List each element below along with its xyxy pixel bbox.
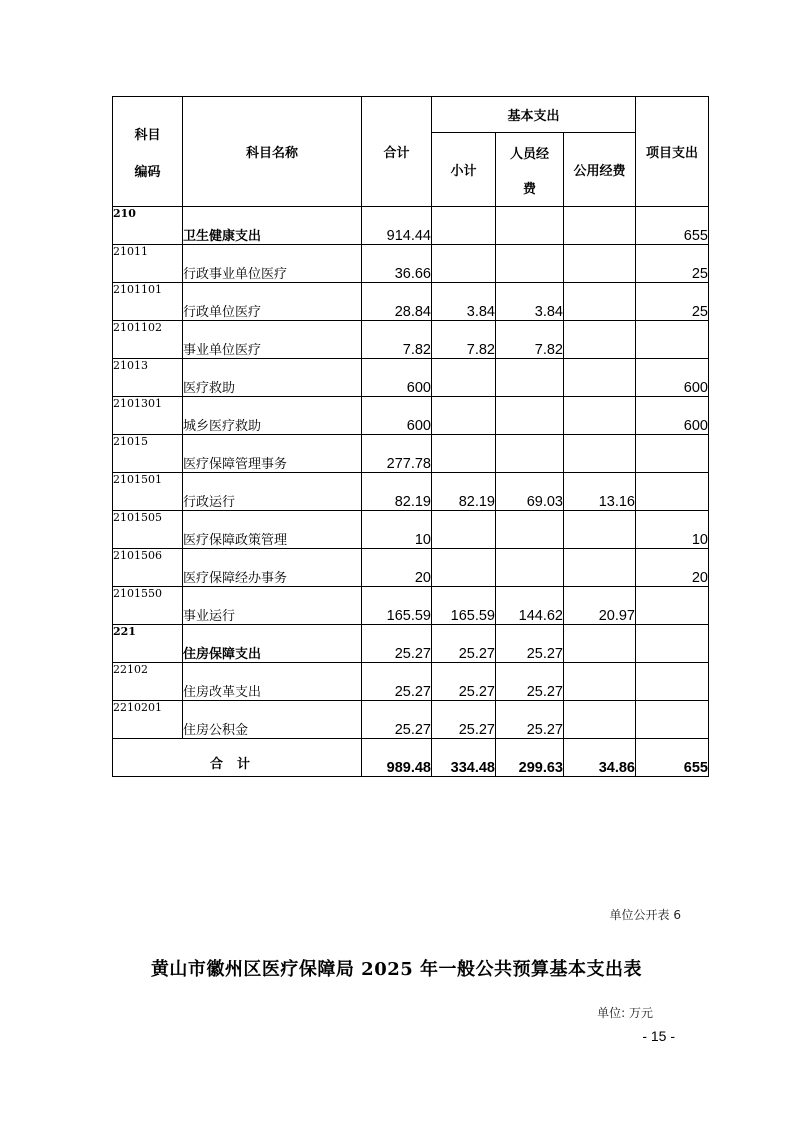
code-cell: 21015 xyxy=(113,435,183,473)
total-cell: 36.66 xyxy=(362,245,432,283)
code-cell: 22102 xyxy=(113,663,183,701)
subtotal-cell xyxy=(432,511,496,549)
total-cell: 25.27 xyxy=(362,663,432,701)
name-cell: 住房保障支出 xyxy=(183,625,362,663)
name-cell: 事业运行 xyxy=(183,587,362,625)
personnel-cell xyxy=(496,397,564,435)
personnel-cell: 144.62 xyxy=(496,587,564,625)
code-cell: 2101102 xyxy=(113,321,183,359)
subtotal-cell: 7.82 xyxy=(432,321,496,359)
table-number-label: 单位公开表 6 xyxy=(609,908,681,922)
personnel-cell xyxy=(496,207,564,245)
project-cell xyxy=(636,625,709,663)
header-personnel: 人员经 费 xyxy=(496,133,564,207)
table-row xyxy=(113,663,709,701)
subtotal-cell xyxy=(432,245,496,283)
project-cell: 655 xyxy=(636,207,709,245)
total-cell: 82.19 xyxy=(362,473,432,511)
name-cell: 城乡医疗救助 xyxy=(183,397,362,435)
page-number: - 15 - xyxy=(642,1028,675,1044)
table-row xyxy=(113,283,709,321)
subtotal-cell: 25.27 xyxy=(432,625,496,663)
table-row xyxy=(113,701,709,739)
code-cell: 21013 xyxy=(113,359,183,397)
project-cell xyxy=(636,663,709,701)
project-cell: 600 xyxy=(636,359,709,397)
public-cell xyxy=(564,549,636,587)
table-row xyxy=(113,397,709,435)
table-row xyxy=(113,473,709,511)
total-subtotal-cell: 334.48 xyxy=(432,739,496,777)
total-cell: 277.78 xyxy=(362,435,432,473)
public-cell xyxy=(564,701,636,739)
table-row xyxy=(113,321,709,359)
total-cell: 25.27 xyxy=(362,625,432,663)
subtotal-cell: 3.84 xyxy=(432,283,496,321)
personnel-cell xyxy=(496,359,564,397)
total-cell: 600 xyxy=(362,397,432,435)
header-subtotal: 小计 xyxy=(432,133,496,207)
total-cell: 7.82 xyxy=(362,321,432,359)
table-row xyxy=(113,587,709,625)
table-row xyxy=(113,245,709,283)
subtotal-cell xyxy=(432,359,496,397)
header-total: 合计 xyxy=(362,97,432,207)
public-cell xyxy=(564,207,636,245)
public-cell: 20.97 xyxy=(564,587,636,625)
project-cell xyxy=(636,587,709,625)
project-cell: 20 xyxy=(636,549,709,587)
personnel-cell xyxy=(496,435,564,473)
personnel-cell: 3.84 xyxy=(496,283,564,321)
code-cell: 2101506 xyxy=(113,549,183,587)
code-cell: 2101101 xyxy=(113,283,183,321)
name-cell: 住房改革支出 xyxy=(183,663,362,701)
subtotal-cell: 25.27 xyxy=(432,663,496,701)
personnel-cell xyxy=(496,245,564,283)
public-cell xyxy=(564,511,636,549)
total-row xyxy=(113,739,709,777)
public-cell xyxy=(564,397,636,435)
project-cell xyxy=(636,435,709,473)
public-cell xyxy=(564,663,636,701)
project-cell: 10 xyxy=(636,511,709,549)
public-cell xyxy=(564,359,636,397)
table-row xyxy=(113,359,709,397)
name-cell: 医疗救助 xyxy=(183,359,362,397)
subtotal-cell xyxy=(432,397,496,435)
header-code: 科目 编码 xyxy=(113,97,183,207)
total-label: 合计 xyxy=(113,739,362,777)
header-basic: 基本支出 xyxy=(432,97,636,133)
public-cell xyxy=(564,321,636,359)
table-row xyxy=(113,625,709,663)
personnel-cell: 69.03 xyxy=(496,473,564,511)
header-project: 项目支出 xyxy=(636,97,709,207)
project-cell: 25 xyxy=(636,245,709,283)
project-cell: 25 xyxy=(636,283,709,321)
name-cell: 住房公积金 xyxy=(183,701,362,739)
public-cell xyxy=(564,283,636,321)
total-public-cell: 34.86 xyxy=(564,739,636,777)
name-cell: 事业单位医疗 xyxy=(183,321,362,359)
personnel-cell: 25.27 xyxy=(496,701,564,739)
unit-label: 单位: 万元 xyxy=(597,1006,653,1020)
name-cell: 行政单位医疗 xyxy=(183,283,362,321)
total-cell: 20 xyxy=(362,549,432,587)
public-cell xyxy=(564,245,636,283)
total-project-cell: 655 xyxy=(636,739,709,777)
total-personnel-cell: 299.63 xyxy=(496,739,564,777)
total-cell: 28.84 xyxy=(362,283,432,321)
personnel-cell xyxy=(496,511,564,549)
personnel-cell xyxy=(496,549,564,587)
total-cell: 989.48 xyxy=(362,739,432,777)
code-cell: 2210201 xyxy=(113,701,183,739)
subtotal-cell: 25.27 xyxy=(432,701,496,739)
code-cell: 2101505 xyxy=(113,511,183,549)
name-cell: 行政事业单位医疗 xyxy=(183,245,362,283)
header-public: 公用经费 xyxy=(564,133,636,207)
code-cell: 21011 xyxy=(113,245,183,283)
project-cell xyxy=(636,473,709,511)
table-row xyxy=(113,549,709,587)
personnel-cell: 25.27 xyxy=(496,625,564,663)
code-cell: 2101501 xyxy=(113,473,183,511)
project-cell: 600 xyxy=(636,397,709,435)
code-cell: 2101550 xyxy=(113,587,183,625)
subtotal-cell: 82.19 xyxy=(432,473,496,511)
total-cell: 600 xyxy=(362,359,432,397)
total-cell: 914.44 xyxy=(362,207,432,245)
code-cell: 221 xyxy=(113,625,183,663)
project-cell xyxy=(636,321,709,359)
subtotal-cell xyxy=(432,435,496,473)
page-title: 黄山市徽州区医疗保障局 2025 年一般公共预算基本支出表 xyxy=(150,959,643,980)
public-cell xyxy=(564,625,636,663)
subtotal-cell xyxy=(432,207,496,245)
table-row xyxy=(113,511,709,549)
table-row xyxy=(113,435,709,473)
public-cell: 13.16 xyxy=(564,473,636,511)
code-cell: 2101301 xyxy=(113,397,183,435)
total-cell: 10 xyxy=(362,511,432,549)
name-cell: 卫生健康支出 xyxy=(183,207,362,245)
subtotal-cell xyxy=(432,549,496,587)
table-row xyxy=(113,207,709,245)
project-cell xyxy=(636,701,709,739)
code-cell: 210 xyxy=(113,207,183,245)
total-cell: 25.27 xyxy=(362,701,432,739)
name-cell: 行政运行 xyxy=(183,473,362,511)
header-name: 科目名称 xyxy=(183,97,362,207)
total-cell: 165.59 xyxy=(362,587,432,625)
personnel-cell: 25.27 xyxy=(496,663,564,701)
name-cell: 医疗保障政策管理 xyxy=(183,511,362,549)
subtotal-cell: 165.59 xyxy=(432,587,496,625)
budget-table xyxy=(112,96,709,777)
public-cell xyxy=(564,435,636,473)
personnel-cell: 7.82 xyxy=(496,321,564,359)
name-cell: 医疗保障经办事务 xyxy=(183,549,362,587)
name-cell: 医疗保障管理事务 xyxy=(183,435,362,473)
